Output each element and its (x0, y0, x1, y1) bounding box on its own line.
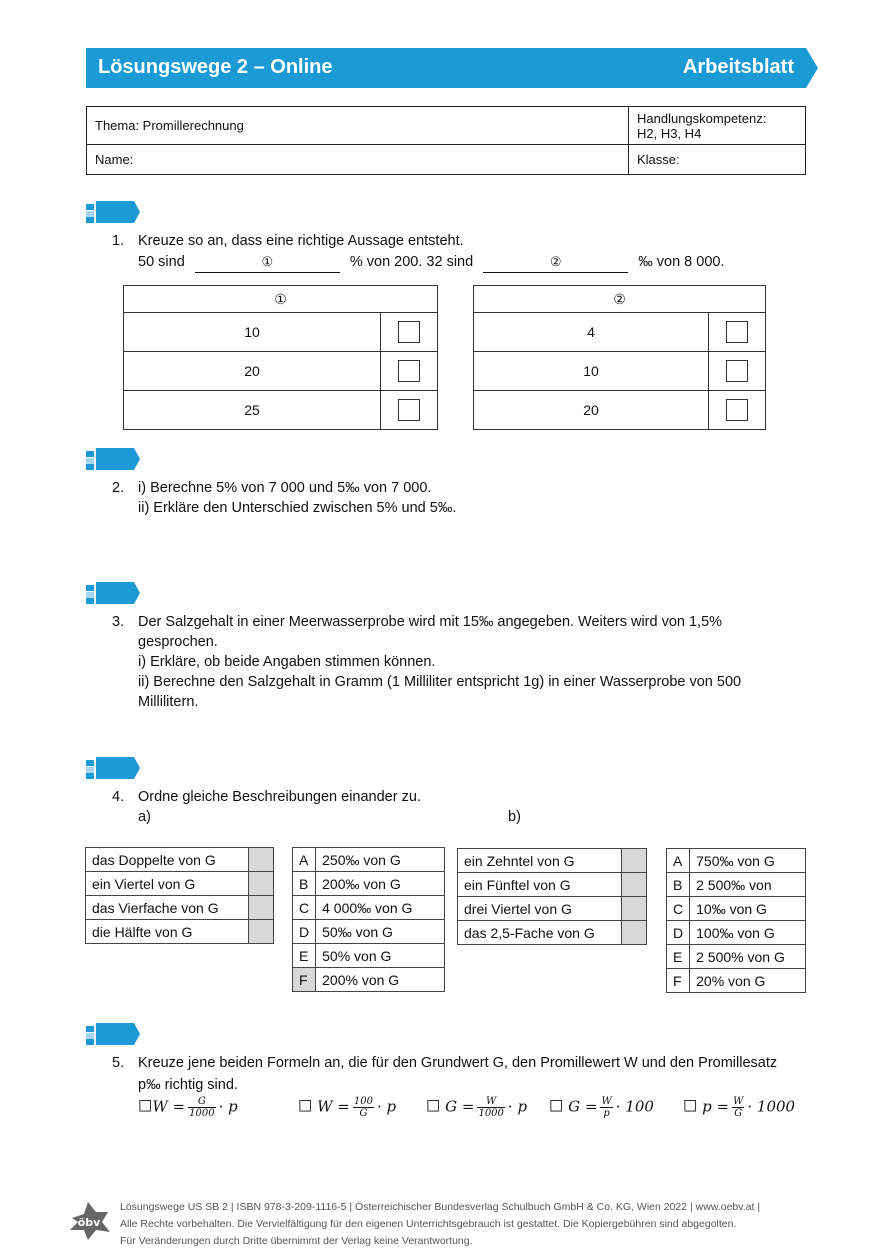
match-item: ein Zehntel von G (458, 849, 622, 873)
formula-rhs: · p (218, 1097, 238, 1116)
match-letter: A (293, 848, 316, 872)
formula-rhs: · 100 (615, 1097, 654, 1116)
checkbox-icon[interactable]: ☐ (426, 1096, 441, 1116)
checkbox[interactable] (398, 399, 420, 421)
match-item: das Vierfache von G (86, 896, 249, 920)
task-3-line-4: ii) Berechne den Salzgehalt in Gramm (1 Milliliter entspricht 1g) in einer Wasserprobe von 500 (138, 674, 742, 690)
task-2-line-2: ii) Erkläre den Unterschied zwischen 5% und 5‰. (138, 500, 457, 516)
match-option: 750‰ von G (690, 849, 806, 873)
match-option: 100‰ von G (690, 921, 806, 945)
match-letter: A (667, 849, 690, 873)
match-letter: F (293, 968, 316, 992)
task-3-line-5: Millilitern. (138, 694, 199, 710)
publisher-logo (66, 1200, 112, 1246)
match-item: das Doppelte von G (86, 848, 249, 872)
match-option: 250‰ von G (316, 848, 445, 872)
task-2-marker (86, 448, 136, 470)
choice-table-2-header: ② (474, 286, 766, 313)
info-table (86, 106, 806, 175)
publisher-logo-icon (66, 1200, 112, 1242)
task-2-line-1: i) Berechne 5% von 7 000 und 5‰ von 7 000. (138, 480, 432, 496)
task-5-number: 5. (112, 1055, 125, 1071)
checkbox[interactable] (398, 360, 420, 382)
competence-values: H2, H3, H4 (637, 125, 702, 141)
footer-text (120, 1199, 820, 1250)
gap-2-label: ② (549, 254, 562, 269)
topic-cell: Thema: Promillerechnung (87, 107, 629, 145)
task-2-number: 2. (112, 480, 125, 496)
task-5-marker (86, 1023, 136, 1045)
fraction: $\frac{G}{1000}$ (189, 1096, 215, 1119)
choice-option: 10 (474, 352, 709, 391)
match-b-right (666, 848, 806, 993)
fraction: $\frac{W}{1000}$ (478, 1096, 504, 1119)
match-option: 2 500‰ von (690, 873, 806, 897)
match-option: 200‰ von G (316, 872, 445, 896)
task-4-marker (86, 757, 136, 779)
formula-option-3[interactable] (426, 1096, 527, 1119)
task-5-line-1: Kreuze jene beiden Formeln an, die für den Grundwert G, den Promillewert W und den Promillesatz (138, 1055, 778, 1071)
formula-lhs: G = (568, 1097, 598, 1116)
task-1-marker (86, 201, 136, 223)
formula-option-5[interactable] (683, 1096, 795, 1119)
choice-option: 4 (474, 313, 709, 352)
choice-table-1-header: ① (124, 286, 438, 313)
header-banner-arrow (806, 48, 818, 88)
choice-option: 20 (124, 352, 381, 391)
task-3-line-2: gesprochen. (138, 634, 218, 650)
answer-slot[interactable] (622, 849, 647, 873)
competence-cell (629, 107, 806, 145)
match-option: 2 500% von G (690, 945, 806, 969)
task-4-instruction: Ordne gleiche Beschreibungen einander zu. (138, 789, 421, 805)
task-5-line-2: p‰ richtig sind. (138, 1077, 238, 1093)
footer-line-1: Lösungswege US SB 2 | ISBN 978-3-209-1116-5 | Österreichischer Bundesverlag Schulbuch GmbH & Co. KG, Wien 2022 | www.oebv.at | (120, 1201, 761, 1213)
formula-option-1[interactable] (138, 1096, 238, 1119)
match-letter: E (293, 944, 316, 968)
match-letter: B (293, 872, 316, 896)
footer-line-3: Für Veränderungen durch Dritte übernimmt der Verlag keine Verantwortung. (120, 1235, 473, 1247)
competence-label: Handlungskompetenz: (637, 110, 767, 126)
task-1-sentence (138, 252, 724, 273)
task-3-marker (86, 582, 136, 604)
match-option: 10‰ von G (690, 897, 806, 921)
checkbox[interactable] (726, 399, 748, 421)
answer-slot[interactable] (249, 872, 274, 896)
gap-2[interactable] (483, 252, 628, 273)
answer-slot[interactable] (622, 897, 647, 921)
choice-option: 25 (124, 391, 381, 430)
match-letter: E (667, 945, 690, 969)
match-option: 50‰ von G (316, 920, 445, 944)
checkbox-icon[interactable]: ☐ (298, 1096, 313, 1116)
answer-slot[interactable] (249, 896, 274, 920)
answer-slot[interactable] (249, 848, 274, 872)
gap-1-label: ① (261, 254, 274, 269)
task-1-instruction: Kreuze so an, dass eine richtige Aussage entsteht. (138, 233, 464, 249)
formula-option-4[interactable] (549, 1096, 654, 1119)
task-1-part-b: % von 200. 32 sind (349, 254, 474, 270)
fraction: $\frac{100}{G}$ (353, 1096, 373, 1119)
formula-rhs: · 1000 (747, 1097, 796, 1116)
match-b-left (457, 848, 647, 945)
task-1-part-c: ‰ von 8 000. (638, 254, 725, 270)
task-4-label-b: b) (508, 809, 521, 825)
checkbox-icon[interactable]: ☐ (683, 1096, 698, 1116)
checkbox-icon[interactable]: ☐ (549, 1096, 564, 1116)
checkbox[interactable] (726, 321, 748, 343)
checkbox[interactable] (726, 360, 748, 382)
choice-table-1 (123, 285, 438, 430)
match-a-right (292, 847, 445, 992)
match-item: drei Viertel von G (458, 897, 622, 921)
header-title: Lösungswege 2 – Online (98, 56, 333, 78)
choice-option: 10 (124, 313, 381, 352)
fraction: $\frac{W}{G}$ (733, 1096, 744, 1119)
match-letter: B (667, 873, 690, 897)
task-4-number: 4. (112, 789, 125, 805)
gap-1[interactable] (195, 252, 340, 273)
header-worksheet-label: Arbeitsblatt (682, 56, 794, 78)
answer-slot[interactable] (249, 920, 274, 944)
match-letter: C (667, 897, 690, 921)
match-item: das 2,5-Fache von G (458, 921, 622, 945)
formula-rhs: · p (507, 1097, 528, 1116)
logo-text: öbv (77, 1216, 101, 1229)
footer-line-2: Alle Rechte vorbehalten. Die Vervielfältigung für den eigenen Unterrichtsgebrauch ist gestattet. Die Kopiergebühren sind abgegolten. (120, 1218, 737, 1230)
match-letter: D (667, 921, 690, 945)
match-item: ein Fünftel von G (458, 873, 622, 897)
task-1-number: 1. (112, 233, 125, 249)
match-a-left (85, 847, 274, 944)
checkbox[interactable] (398, 321, 420, 343)
match-letter: F (667, 969, 690, 993)
task-3-line-3: i) Erkläre, ob beide Angaben stimmen können. (138, 654, 436, 670)
match-letter: C (293, 896, 316, 920)
formula-lhs: W = (152, 1097, 186, 1116)
fraction: $\frac{W}{p}$ (601, 1096, 612, 1119)
match-option: 20% von G (690, 969, 806, 993)
class-field[interactable]: Klasse: (629, 145, 806, 175)
checkbox-icon[interactable]: ☐ (138, 1096, 153, 1116)
formula-lhs: G = (445, 1097, 475, 1116)
choice-table-2 (473, 285, 766, 430)
task-4-label-a: a) (138, 809, 151, 825)
match-letter: D (293, 920, 316, 944)
formula-lhs: p = (702, 1097, 730, 1116)
match-option: 50% von G (316, 944, 445, 968)
task-1-part-a: 50 sind (138, 254, 185, 270)
formula-option-2[interactable] (298, 1096, 396, 1119)
match-item: ein Viertel von G (86, 872, 249, 896)
formula-lhs: W = (317, 1097, 350, 1116)
match-option: 200% von G (316, 968, 445, 992)
task-3-line-1: Der Salzgehalt in einer Meerwasserprobe wird mit 15‰ angegeben. Weiters wird von 1,5% (138, 614, 723, 630)
choice-option: 20 (474, 391, 709, 430)
match-item: die Hälfte von G (86, 920, 249, 944)
name-field[interactable]: Name: (87, 145, 629, 175)
match-option: 4 000‰ von G (316, 896, 445, 920)
task-3-number: 3. (112, 614, 125, 630)
formula-rhs: · p (376, 1097, 397, 1116)
answer-slot[interactable] (622, 921, 647, 945)
answer-slot[interactable] (622, 873, 647, 897)
